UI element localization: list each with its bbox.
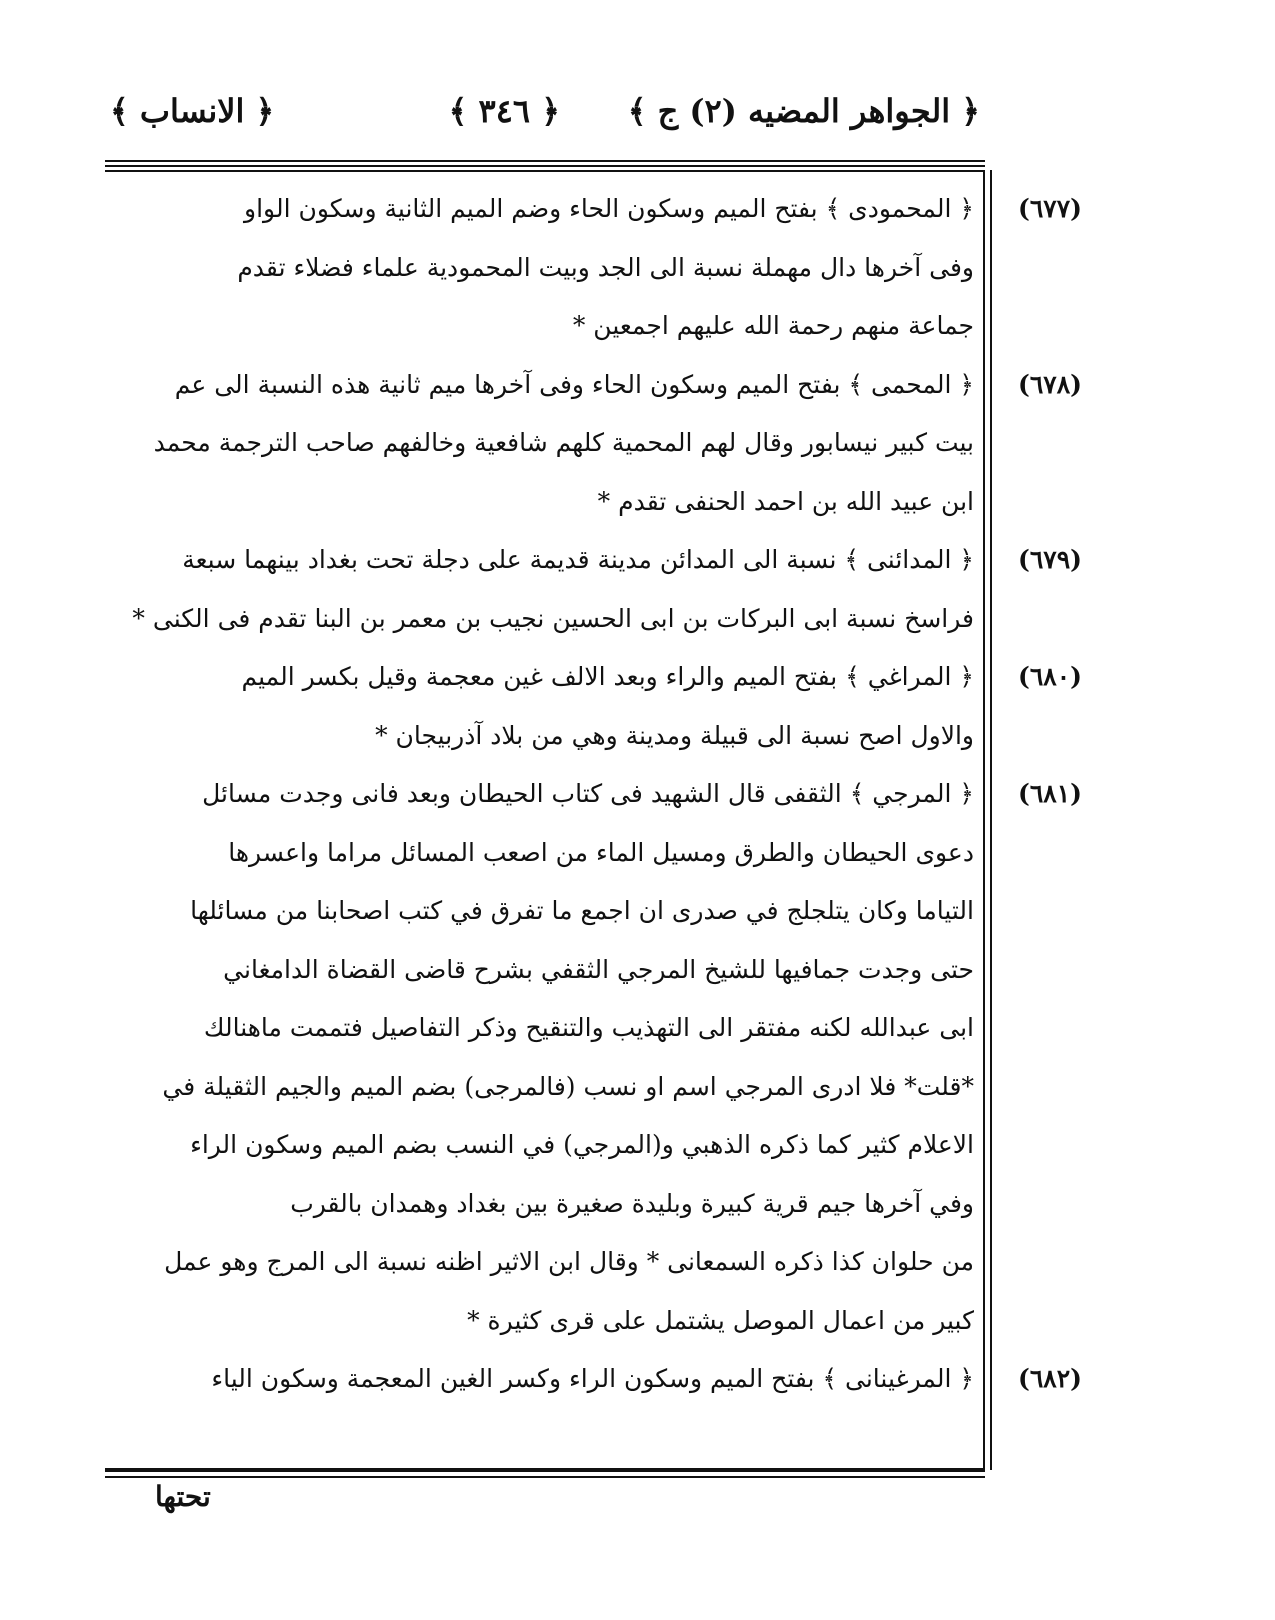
text-line: ﴿ المراغي ﴾ بفتح الميم والراء وبعد الالف غين معجمة وقيل بكسر الميم xyxy=(241,662,974,691)
frame-right-double-line xyxy=(990,170,992,1470)
entry-682 xyxy=(112,1350,1082,1409)
text-line: ﴿ المحمى ﴾ بفتح الميم وسكون الحاء وفى آخرها ميم ثانية هذه النسبة الى عم xyxy=(174,369,974,399)
text-line: وفى آخرها دال مهملة نسبة الى الجد وبيت المحمودية علماء فضلاء تقدم xyxy=(237,252,974,282)
entry-677 xyxy=(112,180,1082,356)
header-rule-double xyxy=(105,165,985,167)
text-line: الاعلام كثير كما ذكره الذهبي و(المرجي) في النسب بضم الميم وسكون الراء xyxy=(190,1130,974,1159)
text-line: حتى وجدت جمافيها للشيخ المرجي الثقفي بشرح قاضى القضاة الدامغاني xyxy=(223,954,974,984)
text-line: فراسخ نسبة ابى البركات بن ابى الحسين نجيب بن معمر بن البنا تقدم فى الكنى * xyxy=(132,603,974,633)
section-title: ﴿ الانساب ﴾ xyxy=(110,92,275,130)
text-line: كبير من اعمال الموصل يشتمل على قرى كثيرة * xyxy=(467,1305,974,1335)
entry-679 xyxy=(112,531,1082,648)
running-header xyxy=(110,92,980,152)
entry-680 xyxy=(112,648,1082,765)
header-rule xyxy=(105,160,985,162)
text-line: دعوى الحيطان والطرق ومسيل الماء من اصعب المسائل مراما واعسرها xyxy=(228,837,974,867)
text-line: وفي آخرها جيم قرية كبيرة وبليدة صغيرة بين بغداد وهمدان بالقرب xyxy=(290,1188,974,1218)
text-line: والاول اصح نسبة الى قبيلة ومدينة وهي من بلاد آذربيجان * xyxy=(375,720,974,750)
text-line: ابن عبيد الله بن احمد الحنفى تقدم * xyxy=(597,486,974,516)
entry-number: (٦٧٧) xyxy=(1018,194,1082,223)
book-title: ﴿ الجواهر المضيه (٢) ج ﴾ xyxy=(627,92,980,130)
text-line: *قلت* فلا ادرى المرجي اسم او نسب (فالمرجى) بضم الميم والجيم الثقيلة في xyxy=(162,1071,974,1101)
text-line: ﴿ المرغينانى ﴾ بفتح الميم وسكون الراء وكسر الغين المعجمة وسكون الياء xyxy=(211,1364,974,1393)
text-line: من حلوان كذا ذكره السمعانى * وقال ابن الاثير اظنه نسبة الى المرج وهو عمل xyxy=(164,1247,974,1276)
text-line: ﴿ المرجي ﴾ الثقفى قال الشهيد فى كتاب الحيطان وبعد فانى وجدت مسائل xyxy=(202,779,974,808)
footer-rule xyxy=(105,1470,985,1472)
entry-number: (٦٨٢) xyxy=(1018,1364,1082,1393)
text-line: التياما وكان يتلجلج في صدرى ان اجمع ما تفرق في كتب اصحابنا من مسائلها xyxy=(190,896,974,925)
text-line: جماعة منهم رحمة الله عليهم اجمعين * xyxy=(572,311,974,340)
page-number: ﴿ ٣٤٦ ﴾ xyxy=(448,92,560,130)
catchword: تحتها xyxy=(155,1480,211,1513)
entry-681 xyxy=(112,765,1082,1350)
footer-rule-double xyxy=(105,1476,985,1478)
entry-number: (٦٧٨) xyxy=(1018,369,1082,399)
entries-column xyxy=(112,180,1082,1409)
entry-678 xyxy=(112,356,1082,532)
entry-number: (٦٧٩) xyxy=(1018,545,1082,574)
entry-number: (٦٨٠) xyxy=(1018,662,1082,691)
text-line: ﴿ المحمودى ﴾ بفتح الميم وسكون الحاء وضم الميم الثانية وسكون الواو xyxy=(244,194,974,223)
entry-number: (٦٨١) xyxy=(1018,779,1082,808)
text-line: بيت كبير نيسابور وقال لهم المحمية كلهم شافعية وخالفهم صاحب الترجمة محمد xyxy=(153,428,974,457)
text-line: ﴿ المدائنى ﴾ نسبة الى المدائن مدينة قديمة على دجلة تحت بغداد بينهما سبعة xyxy=(182,545,974,574)
text-line: ابى عبدالله لكنه مفتقر الى التهذيب والتنقيح وذكر التفاصيل فتممت ماهنالك xyxy=(203,1013,974,1042)
